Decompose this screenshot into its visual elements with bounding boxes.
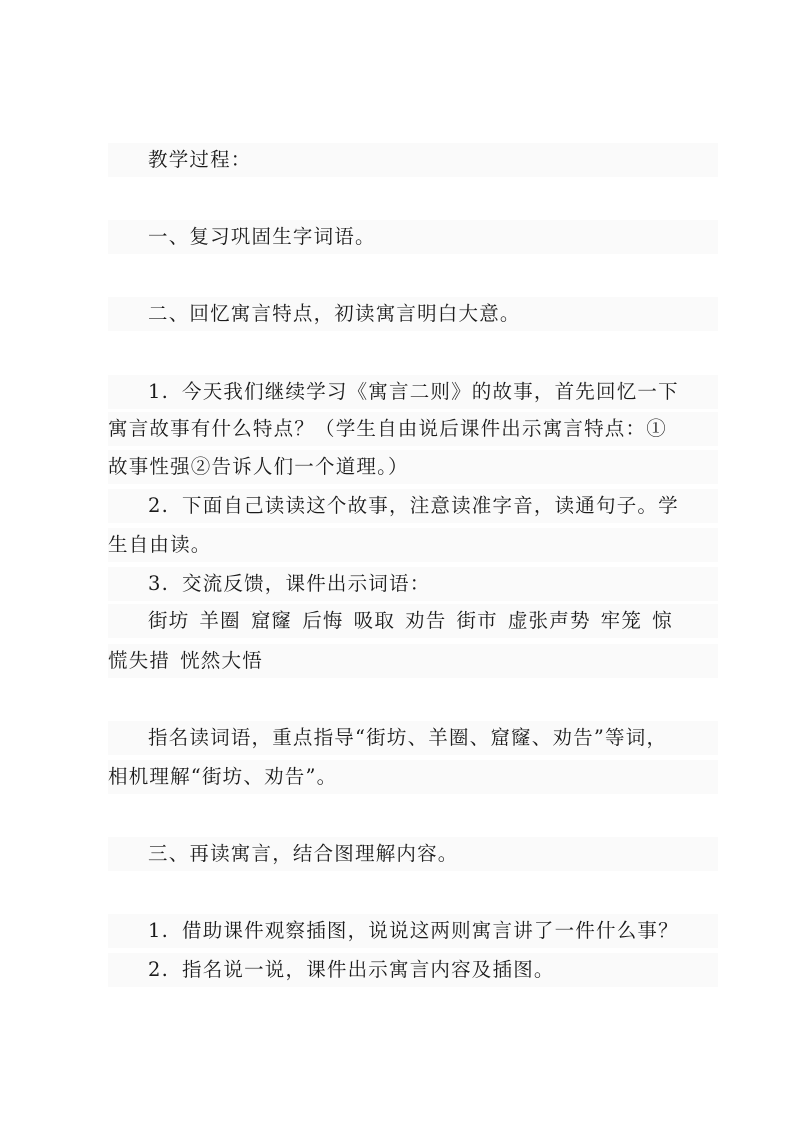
vocab-line-2 bbox=[108, 644, 718, 678]
list-item-3-line-1: 3. 交流反馈，课件出示词语： bbox=[108, 567, 718, 601]
section-heading-reread: 三、再读寓言，结合图理解内容。 bbox=[108, 837, 718, 871]
vocab-word: 窟窿 bbox=[250, 609, 293, 632]
list-number: 2. bbox=[148, 958, 170, 981]
vocab-word: 劝告 bbox=[405, 609, 447, 632]
vocab-word: 吸取 bbox=[353, 609, 396, 632]
vocab-word: 虚张声势 bbox=[507, 609, 591, 632]
vocab-word: 后悔 bbox=[302, 609, 344, 632]
list-item-1-line-1: 1. 今天我们继续学习《寓言二则》的故事，首先回忆一下 bbox=[108, 375, 718, 409]
vocab-word: 羊圈 bbox=[199, 609, 241, 632]
vocab-word: 惊 bbox=[652, 609, 673, 632]
list-number: 1. bbox=[148, 380, 170, 403]
guide-paragraph-line-2: 相机理解“街坊、劝告”。 bbox=[108, 760, 718, 794]
list-item-2-line-2: 生自由读。 bbox=[108, 528, 718, 562]
list-number: 3. bbox=[148, 572, 170, 595]
list-number: 2. bbox=[148, 494, 170, 517]
section-heading-review: 一、复习巩固生字词语。 bbox=[108, 220, 718, 254]
list-item-1-line-3: 故事性强②告诉人们一个道理。） bbox=[108, 450, 718, 484]
list-item-2-line-1: 2. 下面自己读读这个故事，注意读准字音，读通句子。学 bbox=[108, 489, 718, 523]
vocab-word: 慌失措 bbox=[108, 649, 171, 672]
s3-list-item-2: 2. 指名说一说，课件出示寓言内容及插图。 bbox=[108, 953, 718, 987]
vocab-word: 恍然大悟 bbox=[180, 649, 263, 672]
list-item-1-line-2: 寓言故事有什么特点？（学生自由说后课件出示寓言特点：① bbox=[108, 412, 718, 446]
list-number: 1. bbox=[148, 919, 170, 942]
section-heading-recall: 二、回忆寓言特点，初读寓言明白大意。 bbox=[108, 297, 718, 331]
vocab-line-1 bbox=[108, 604, 718, 638]
s3-list-item-1: 1. 借助课件观察插图，说说这两则寓言讲了一件什么事？ bbox=[108, 914, 718, 948]
vocab-word: 牢笼 bbox=[600, 609, 643, 632]
vocab-word: 街市 bbox=[456, 609, 498, 632]
guide-paragraph-line-1: 指名读词语，重点指导“街坊、羊圈、窟窿、劝告”等词， bbox=[108, 721, 718, 755]
heading-teaching-process: 教学过程： bbox=[108, 143, 718, 177]
vocab-word: 街坊 bbox=[148, 609, 190, 632]
